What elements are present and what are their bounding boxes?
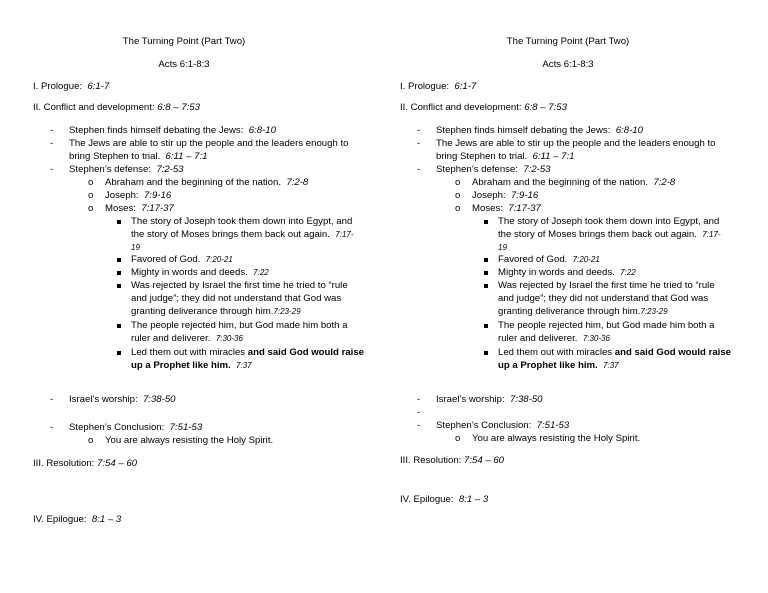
resolution-heading: III. Resolution: 7:54 – 60	[400, 455, 505, 466]
dash-bullet: -	[50, 394, 54, 405]
list-item-debate: Stephen finds himself debating the Jews: 6:8-10	[436, 125, 643, 136]
moses-point-3: Mighty in words and deeds. 7:22	[131, 267, 269, 278]
moses-point-6: Led them out with miracles and said God would raise up a Prophet like him. 7:37	[131, 347, 364, 372]
sub-item-joseph: Joseph: 7:9-16	[472, 190, 539, 201]
square-bullet	[117, 266, 121, 279]
dash-bullet: -	[50, 164, 54, 175]
list-item-conclusion: Stephen’s Conclusion: 7:51-53	[436, 420, 570, 431]
left-column	[0, 0, 368, 593]
passage-reference: Acts 6:1-8:3	[158, 59, 210, 70]
dash-bullet: -	[417, 125, 421, 136]
sub-item-abraham: Abraham and the beginning of the nation. 7:2-8	[105, 177, 309, 188]
circle-bullet: o	[455, 203, 461, 214]
dash-bullet: -	[50, 138, 54, 149]
dash-bullet: -	[417, 407, 421, 418]
dash-bullet: -	[417, 164, 421, 175]
square-bullet	[117, 253, 121, 266]
circle-bullet: o	[455, 177, 461, 188]
moses-point-4: Was rejected by Israel the first time he tried to “rule and judge”; they did not understand that God was granting deliverance through him.7:23-29	[498, 280, 715, 318]
circle-bullet: o	[88, 203, 94, 214]
list-item-trial: The Jews are able to stir up the people and the leaders enough to bring Stephen to trial. 6:11 – 7:1	[436, 138, 716, 163]
moses-point-5: The people rejected him, but God made him both a ruler and deliverer. 7:30-36	[498, 320, 715, 345]
list-item-worship: Israel’s worship: 7:38-50	[436, 394, 543, 405]
sub-item-abraham: Abraham and the beginning of the nation. 7:2-8	[472, 177, 676, 188]
passage-reference: Acts 6:1-8:3	[542, 59, 594, 70]
dash-bullet: -	[417, 138, 421, 149]
square-bullet	[484, 346, 488, 359]
dash-bullet: -	[50, 125, 54, 136]
moses-point-2: Favored of God. 7:20-21	[498, 254, 600, 265]
square-bullet	[484, 215, 488, 228]
square-bullet	[484, 253, 488, 266]
list-item-trial: The Jews are able to stir up the people and the leaders enough to bring Stephen to trial. 6:11 – 7:1	[69, 138, 349, 163]
list-item-defense: Stephen’s defense: 7:2-53	[69, 164, 184, 175]
moses-point-6: Led them out with miracles and said God would raise up a Prophet like him. 7:37	[498, 347, 731, 372]
square-bullet	[117, 215, 121, 228]
square-bullet	[117, 279, 121, 292]
conflict-heading: II. Conflict and development: 6:8 – 7:53	[33, 102, 200, 113]
moses-point-4: Was rejected by Israel the first time he tried to “rule and judge”; they did not understand that God was granting deliverance through him.7:23-29	[131, 280, 348, 318]
resolution-heading: III. Resolution: 7:54 – 60	[33, 458, 138, 469]
square-bullet	[484, 319, 488, 332]
sub-item-joseph: Joseph: 7:9-16	[105, 190, 172, 201]
prologue-heading: I. Prologue: 6:1-7	[400, 81, 477, 92]
square-bullet	[117, 319, 121, 332]
circle-bullet: o	[88, 177, 94, 188]
list-item-worship: Israel’s worship: 7:38-50	[69, 394, 176, 405]
sub-item-moses: Moses: 7:17-37	[472, 203, 541, 214]
circle-bullet: o	[455, 190, 461, 201]
dash-bullet: -	[417, 394, 421, 405]
moses-point-5: The people rejected him, but God made him both a ruler and deliverer. 7:30-36	[131, 320, 348, 345]
moses-point-2: Favored of God. 7:20-21	[131, 254, 233, 265]
sub-item-resisting: You are always resisting the Holy Spirit.	[105, 435, 274, 446]
square-bullet	[117, 346, 121, 359]
sub-item-resisting: You are always resisting the Holy Spirit.	[472, 433, 641, 444]
moses-point-1: The story of Joseph took them down into Egypt, and the story of Moses brings them back out again. 7:17-19	[498, 216, 721, 253]
page-title: The Turning Point (Part Two)	[506, 36, 630, 47]
page-title: The Turning Point (Part Two)	[122, 36, 246, 47]
epilogue-heading: IV. Epilogue: 8:1 – 3	[400, 494, 489, 505]
circle-bullet: o	[455, 433, 461, 444]
list-item-debate: Stephen finds himself debating the Jews: 6:8-10	[69, 125, 276, 136]
circle-bullet: o	[88, 190, 94, 201]
dash-bullet: -	[50, 422, 54, 433]
conflict-heading: II. Conflict and development: 6:8 – 7:53	[400, 102, 567, 113]
sub-item-moses: Moses: 7:17-37	[105, 203, 174, 214]
moses-point-3: Mighty in words and deeds. 7:22	[498, 267, 636, 278]
list-item-conclusion: Stephen’s Conclusion: 7:51-53	[69, 422, 203, 433]
list-item-defense: Stephen’s defense: 7:2-53	[436, 164, 551, 175]
square-bullet	[484, 279, 488, 292]
epilogue-heading: IV. Epilogue: 8:1 – 3	[33, 514, 122, 525]
prologue-heading: I. Prologue: 6:1-7	[33, 81, 110, 92]
right-column	[368, 0, 736, 593]
moses-point-1: The story of Joseph took them down into Egypt, and the story of Moses brings them back out again. 7:17-19	[131, 216, 354, 253]
circle-bullet: o	[88, 435, 94, 446]
square-bullet	[484, 266, 488, 279]
dash-bullet: -	[417, 420, 421, 431]
